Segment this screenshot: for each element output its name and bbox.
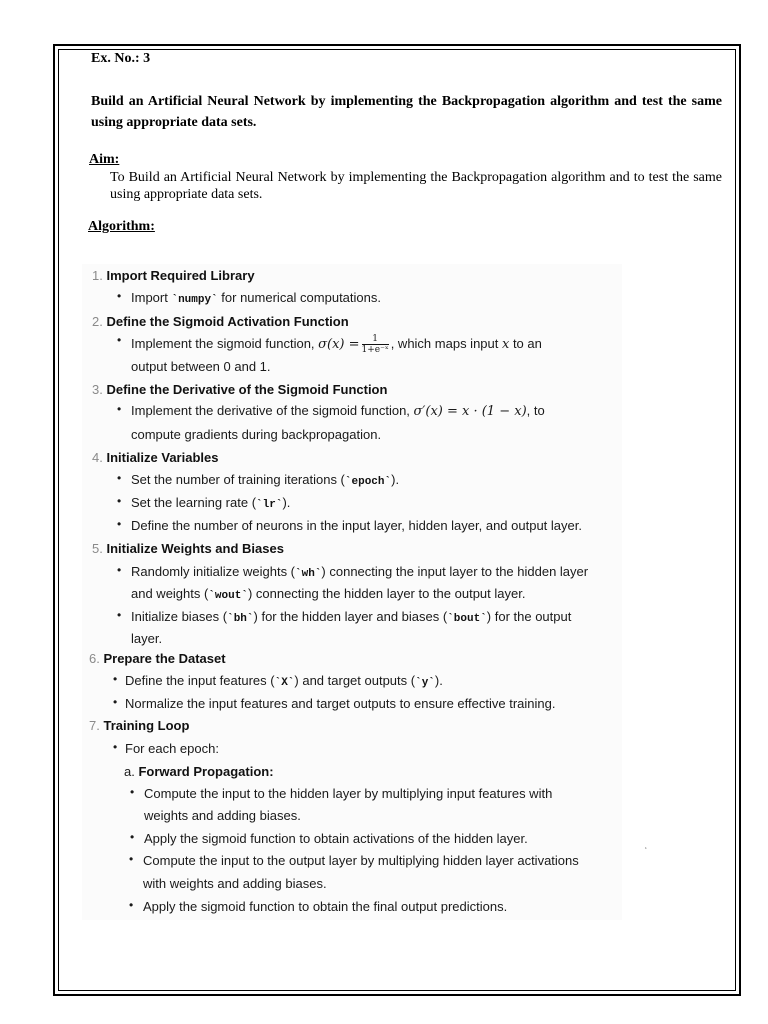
step-6-bullet-2: • Normalize the input features and target outputs to ensure effective training. (113, 695, 556, 711)
stray-mark: ‘ (645, 846, 647, 855)
step-7-heading: 7. Training Loop (89, 718, 190, 733)
step-3-bullet-1: • Implement the derivative of the sigmoid function, σ′(x) = x · (1 − x), to (117, 402, 545, 419)
step-1-heading: 1. Import Required Library (92, 268, 255, 283)
algorithm-heading: Algorithm: (88, 219, 155, 234)
sigmoid-fraction: $\frac{1}{\text{1+e⁻ˣ}}$ (361, 334, 389, 355)
step-4-bullet-3: • Define the number of neurons in the input layer, hidden layer, and output layer. (117, 517, 582, 533)
step-5-bullet-2: • Initialize biases (`bh`) for the hidden layer and biases (`bout`) for the output (117, 608, 572, 625)
forward-bullet-4: • Apply the sigmoid function to obtain the final output predictions. (129, 898, 508, 914)
forward-bullet-3: • Compute the input to the output layer by multiplying hidden layer activations (129, 852, 579, 868)
step-6-heading: 6. Prepare the Dataset (89, 651, 226, 666)
step-4-heading: 4. Initialize Variables (92, 450, 219, 465)
step-2-bullet-1: • Implement the sigmoid function, σ(x) = $\frac{1}{\text{1+e⁻ˣ}}$ , which maps input x to an (117, 333, 542, 355)
forward-bullet-3-continued: with weights and adding biases. (143, 876, 327, 891)
exercise-number: Ex. No.: 3 (91, 51, 151, 66)
step-4-bullet-2: • Set the learning rate (`lr`). (117, 494, 291, 511)
step-7-bullet-1: • For each epoch: (113, 740, 219, 756)
step-5-bullet-1: • Randomly initialize weights (`wh`) connecting the input layer to the hidden layer (117, 563, 589, 580)
forward-propagation-heading: a. Forward Propagation: (124, 764, 274, 779)
aim-text: To Build an Artificial Neural Network by implementing the Backpropagation algorithm and to test the same using appropriate data sets. (110, 170, 722, 202)
step-5-heading: 5. Initialize Weights and Biases (92, 541, 284, 556)
step-1-bullet-1: • Import `numpy` for numerical computations. (117, 289, 381, 306)
step-3-bullet-1-continued: compute gradients during backpropagation. (131, 427, 382, 442)
forward-bullet-1-continued: weights and adding biases. (144, 808, 301, 823)
step-6-bullet-1: • Define the input features (`X`) and target outputs (`y`). (113, 672, 443, 689)
aim-heading: Aim: (89, 152, 120, 167)
step-2-heading: 2. Define the Sigmoid Activation Function (92, 314, 349, 329)
step-3-heading: 3. Define the Derivative of the Sigmoid Function (92, 382, 388, 397)
step-2-bullet-1-continued: output between 0 and 1. (131, 359, 271, 374)
forward-bullet-2: • Apply the sigmoid function to obtain activations of the hidden layer. (130, 830, 528, 846)
document-title: Build an Artificial Neural Network by implementing the Backpropagation algorithm and test the same using appropriate data sets. (91, 94, 722, 130)
step-4-bullet-1: • Set the number of training iterations (`epoch`). (117, 471, 400, 488)
forward-bullet-1: • Compute the input to the hidden layer by multiplying input features with (130, 785, 553, 801)
step-5-bullet-1-continued: and weights (`wout`) connecting the hidden layer to the output layer. (131, 586, 526, 602)
step-5-bullet-2-continued: layer. (131, 631, 163, 646)
